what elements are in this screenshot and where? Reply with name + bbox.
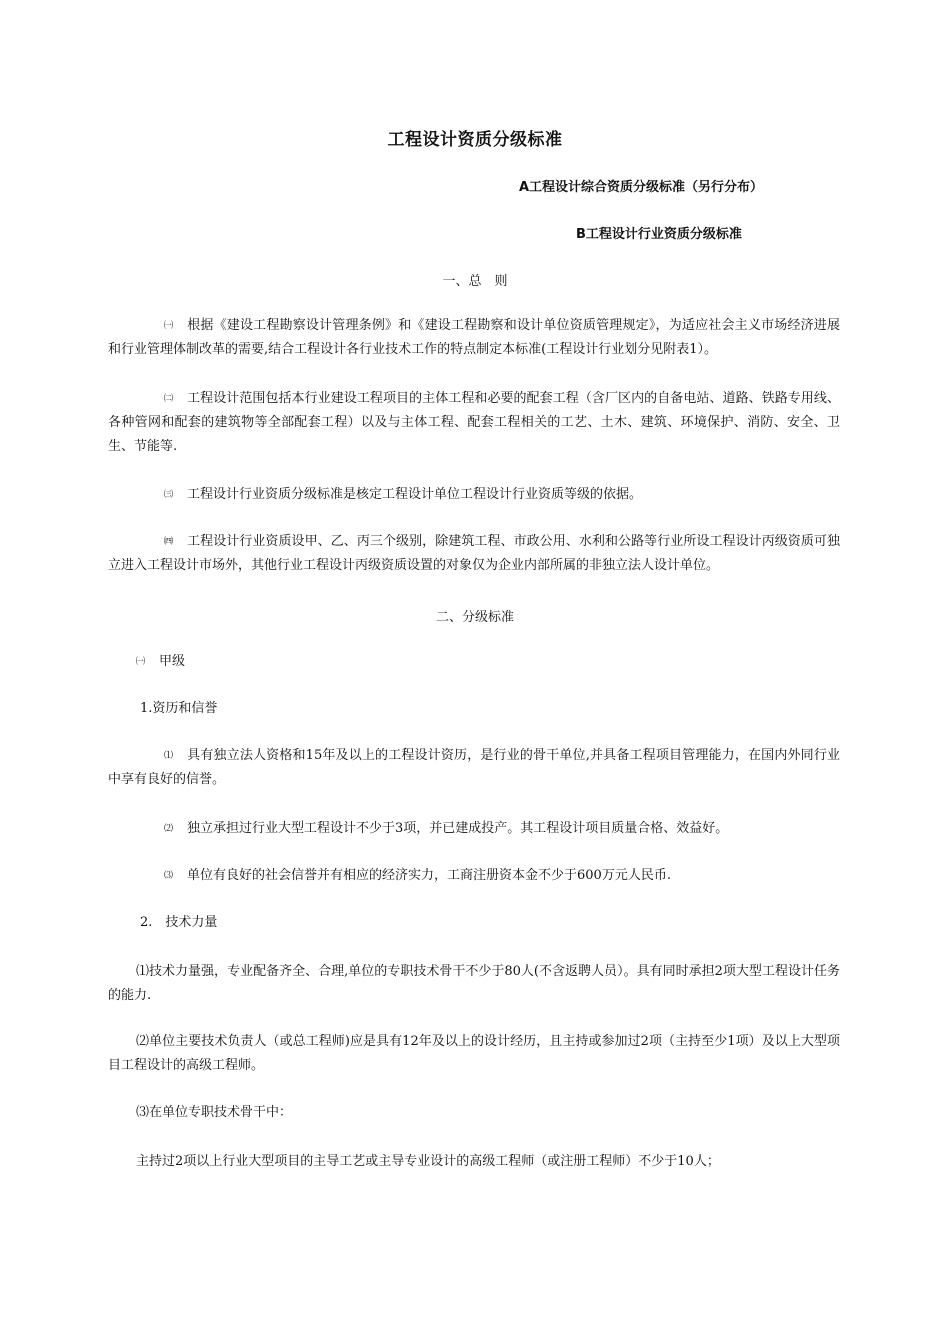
subtitle-a: A工程设计综合资质分级标准（另行分布） [519,180,764,195]
subtitle-b: B工程设计行业资质分级标准 [576,227,742,242]
grade-label: 甲级 [159,654,186,669]
paragraph-text: 独立承担过行业大型工程设计不少于3项，并已建成投产。其工程设计项目质量合格、效益好。 [187,821,729,836]
paragraph-text: 单位主要技术负责人（或总工程师)应是具有12年及以上的设计经历，且主持或参加过2项（主持至少1项）及以上大型项目工程设计的高级工程师。 [108,1034,840,1073]
section-heading-general: 一、总 则 [442,274,508,289]
item-marker: ㈢ [164,490,174,500]
item-marker: ⑴ [136,964,150,979]
section-heading-grading: 二、分级标准 [435,610,514,625]
paragraph-text: 技术力量强，专业配备齐全、合理,单位的专职技术骨干不少于80人(不含返聘人员）。具有同时承担2项大型工程设计任务的能力. [108,964,840,1003]
paragraph-text: 具有独立法人资格和15年及以上的工程设计资历，是行业的骨干单位,并具备工程项目管理能力，在国内外同行业中享有良好的信誉。 [108,748,840,787]
page-title: 工程设计资质分级标准 [387,130,563,150]
paragraph-6 [108,817,840,841]
item-marker: ⑶ [136,1105,150,1120]
paragraph-5 [108,744,840,792]
paragraph-10 [108,1101,840,1125]
paragraph-text: 根据《建设工程勘察设计管理条例》和《建设工程勘察和设计单位资质管理规定》，为适应社会主义市场经济进展和行业管理体制改革的需要,结合工程设计各行业技术工作的特点制定本标准(工程设计行业划分见附表1）。 [108,318,840,357]
paragraph-8 [108,960,840,1008]
paragraph-2 [108,387,840,459]
paragraph-text: 工程设计行业资质设甲、乙、丙三个级别，除建筑工程、市政公用、水利和公路等行业所设工程设计丙级资质可独立进入工程设计市场外，其他行业工程设计丙级资质设置的对象仅为企业内部所属的非独立法人设计单位。 [108,534,840,573]
item-marker: ⑶ [164,871,174,881]
item-marker: ㈠ [136,657,146,667]
paragraph-text: 工程设计范围包括本行业建设工程项目的主体工程和必要的配套工程（含厂区内的自备电站、道路、铁路专用线、各种管网和配套的建筑物等全部配套工程）以及与主体工程、配套工程相关的工艺、土木、建筑、环境保护、消防、安全、卫生、节能等. [108,391,840,454]
paragraph-1 [108,314,840,362]
paragraph-3 [108,483,840,507]
item-marker: ㈡ [164,394,174,404]
paragraph-text: 在单位专职技术骨干中： [149,1105,293,1120]
subsection-heading-technical: 2. 技术力量 [140,915,218,930]
item-marker: ㈠ [164,321,174,331]
paragraph-4 [108,530,840,578]
paragraph-9 [108,1030,840,1078]
subsection-heading-qualification: 1.资历和信誉 [140,701,218,716]
item-marker: ㈣ [164,537,174,547]
paragraph-11: 主持过2项以上行业大型项目的主导工艺或主导专业设计的高级工程师（或注册工程师）不少于10人； [136,1154,720,1169]
item-marker: ⑵ [136,1034,150,1049]
item-marker: ⑴ [164,751,174,761]
paragraph-text: 单位有良好的社会信誉并有相应的经济实力，工商注册资本金不少于600万元人民币. [187,868,671,883]
item-marker: ⑵ [164,824,174,834]
paragraph-7 [108,864,840,888]
grade-heading [136,650,185,674]
paragraph-text: 工程设计行业资质分级标准是核定工程设计单位工程设计行业资质等级的依据。 [187,487,643,502]
